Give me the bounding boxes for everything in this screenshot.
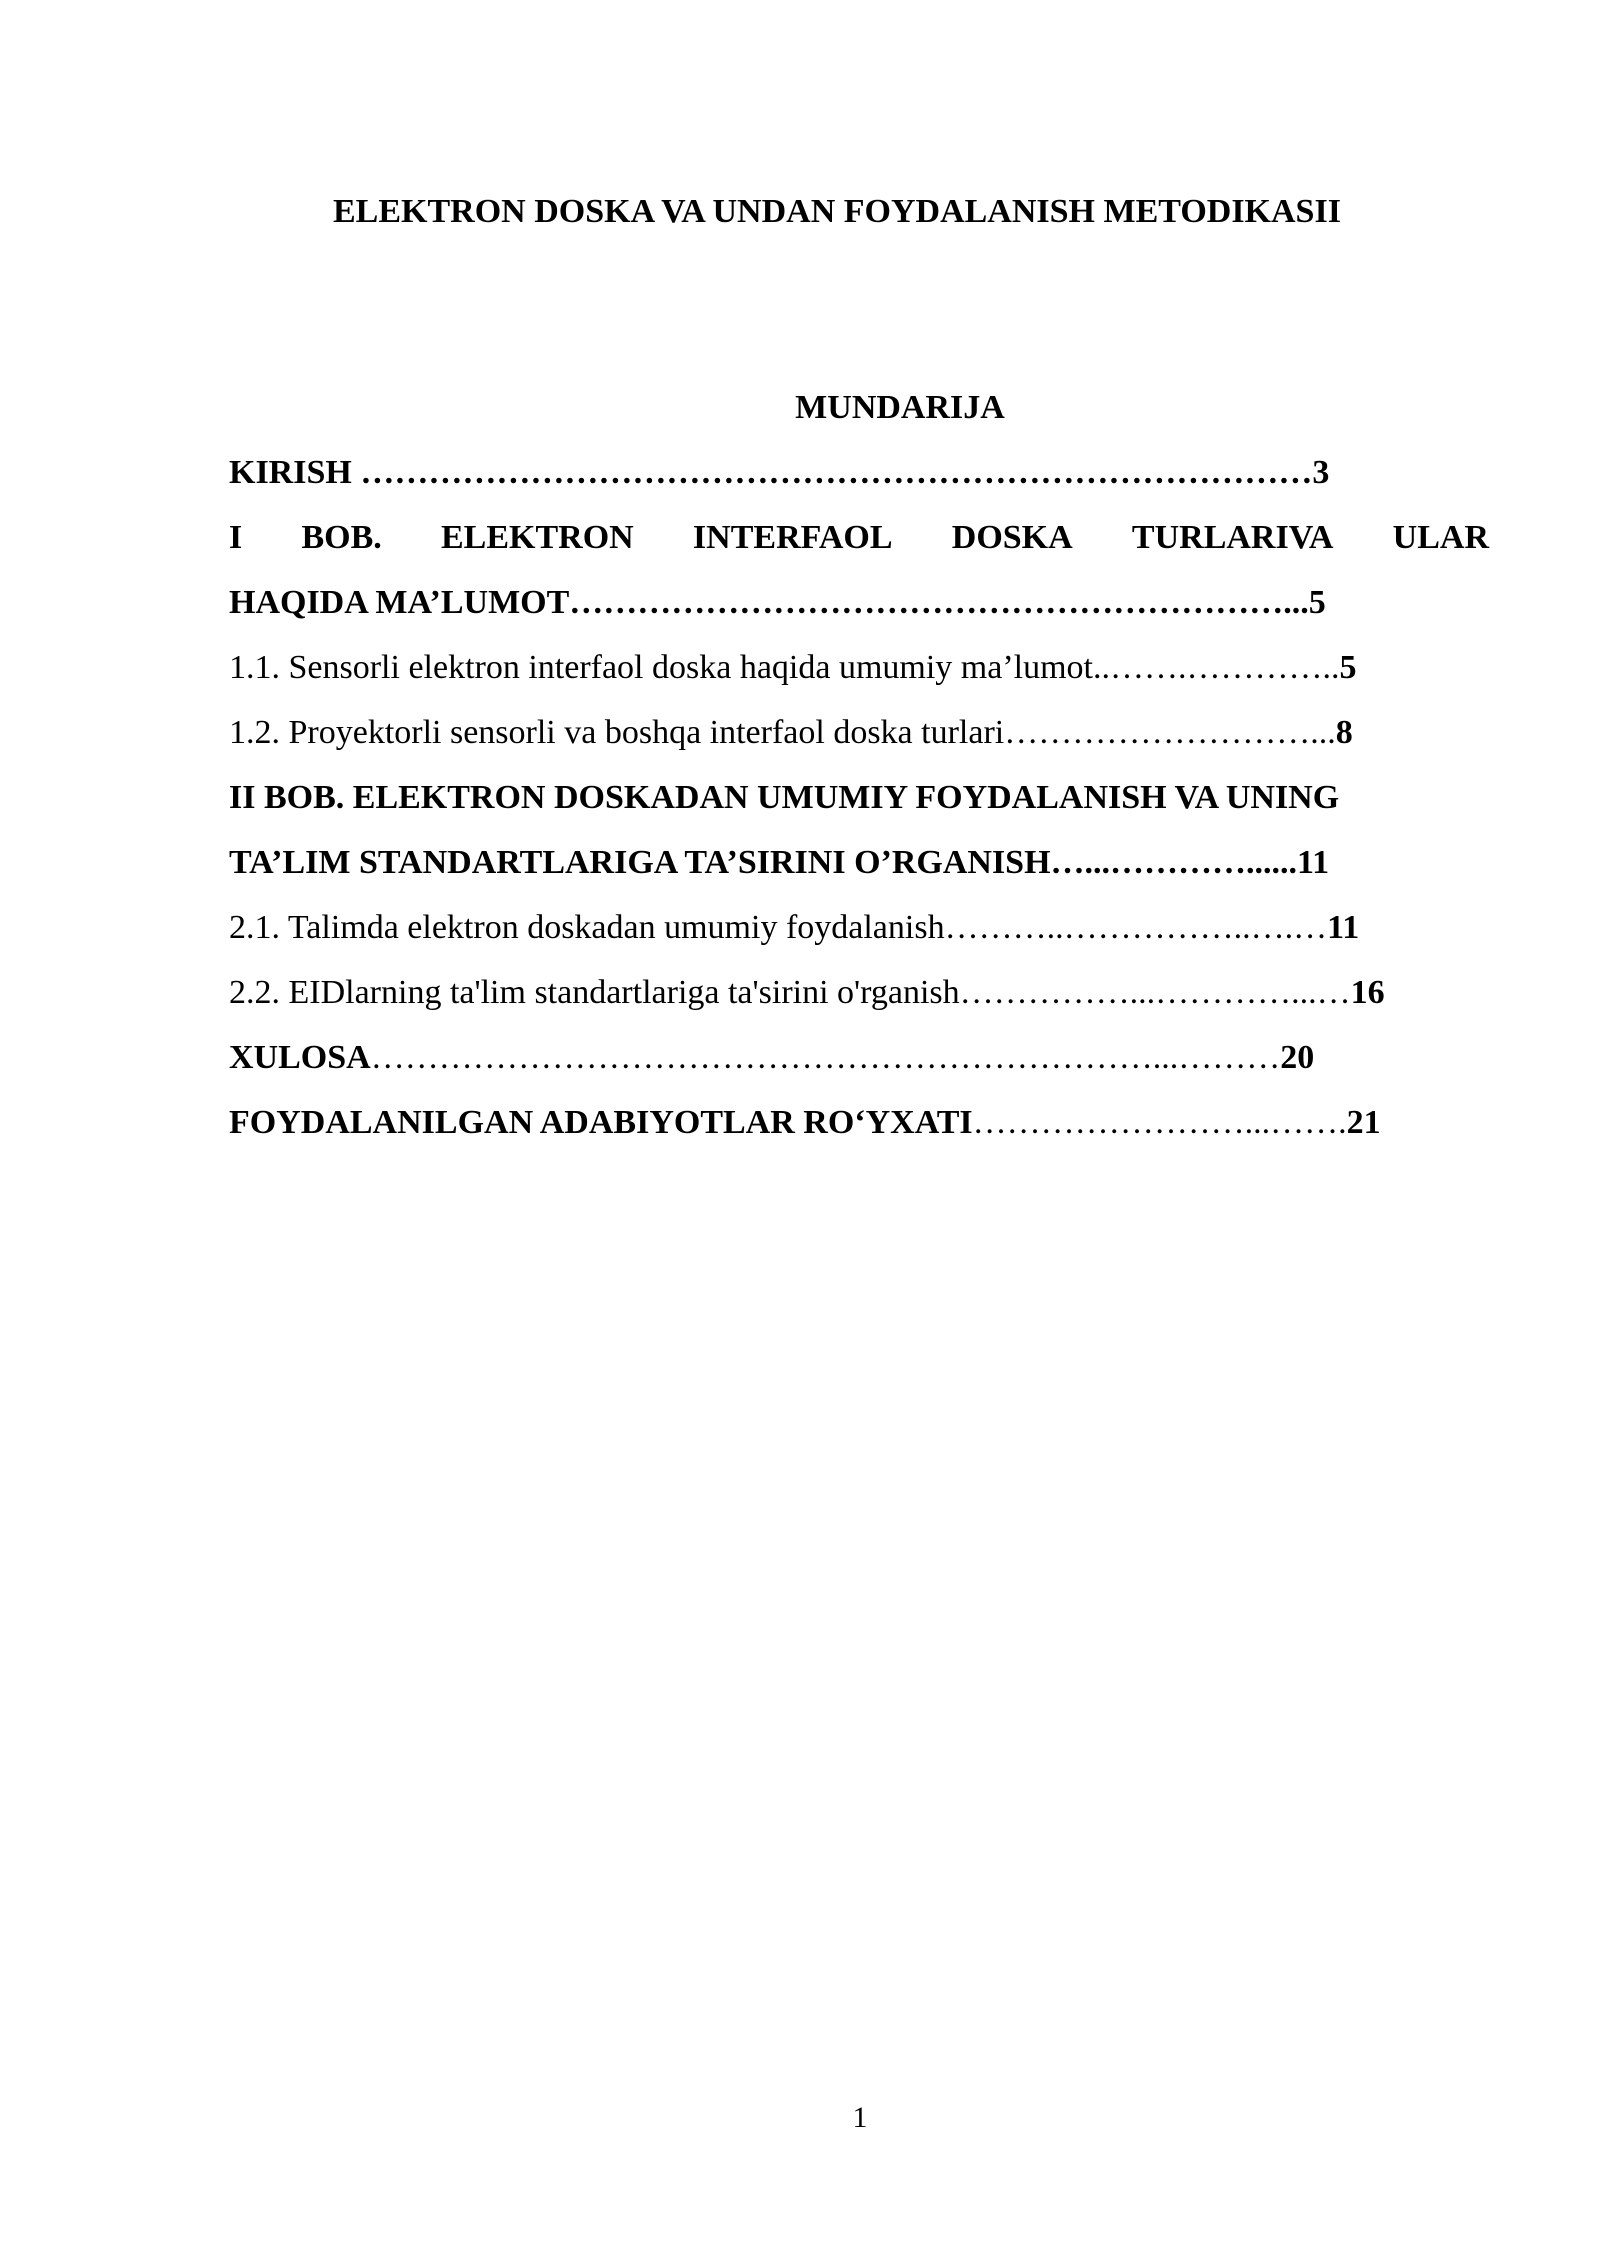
toc-word: INTERFAOL <box>692 519 893 556</box>
toc-entry-label: II BOB. ELEKTRON DOSKADAN UMUMIY FOYDALANISH VA UNING <box>229 779 1340 816</box>
toc-entry-label: XULOSA <box>229 1039 371 1076</box>
toc-word: TURLARIVA <box>1131 519 1334 556</box>
toc-entry-chapter-1 <box>229 518 1489 558</box>
toc-page-number: 21 <box>1346 1104 1381 1141</box>
toc-leader-dots: ……………………………………………………………...……… <box>370 1039 1281 1076</box>
toc-entry-label: 2.1. Talimda elektron doskadan umumiy foydalanish………..……………..….… <box>229 909 1328 946</box>
toc-entry-kirish <box>229 453 1329 493</box>
toc-word: ELEKTRON <box>440 519 634 556</box>
toc-word: ULAR <box>1392 519 1489 556</box>
toc-entry-label: 1.1. Sensorli elektron interfaol doska haqida umumiy ma’lumot..…….………….. <box>229 649 1340 686</box>
toc-entry-label: FOYDALANILGAN ADABIYOTLAR RO‘YXATI <box>229 1104 973 1141</box>
toc-word: BOB. <box>301 519 382 556</box>
toc-entry-chapter-2 <box>229 778 1339 818</box>
toc-entry-label: TA’LIM STANDARTLARIGA TA’SIRINI O’RGANISH…...…………......11 <box>229 844 1330 881</box>
toc-entry-label: KIRISH …………………………………………………………………………3 <box>229 454 1330 491</box>
document-title: ELEKTRON DOSKA VA UNDAN FOYDALANISH METODIKASII <box>333 193 1341 230</box>
toc-entry-label: HAQIDA MA’LUMOT………………………………………………………...5 <box>229 584 1326 621</box>
toc-page-number: 20 <box>1280 1039 1315 1076</box>
toc-entry-1-1 <box>229 648 1357 688</box>
toc-entry-2-2 <box>229 973 1385 1013</box>
toc-word: DOSKA <box>951 519 1073 556</box>
toc-word: I <box>229 519 243 556</box>
toc-page-number: 8 <box>1335 714 1353 751</box>
toc-page-number: 5 <box>1339 649 1357 686</box>
toc-entry-adabiyotlar <box>229 1103 1381 1143</box>
toc-entry-1-2 <box>229 713 1353 753</box>
toc-entry-label: 1.2. Proyektorli sensorli va boshqa interfaol doska turlari………………………... <box>229 714 1336 751</box>
toc-page-number: 11 <box>1327 909 1360 946</box>
toc-entry-2-1 <box>229 908 1359 948</box>
toc-entry-label: 2.2. EIDlarning ta'lim standartlariga ta'sirini o'rganish……………...…………...… <box>229 974 1351 1011</box>
toc-entry-chapter-1-cont <box>229 583 1326 623</box>
toc-page-number: 16 <box>1350 974 1385 1011</box>
toc-leader-dots: ……………………...……. <box>972 1104 1347 1141</box>
toc-heading: MUNDARIJA <box>795 389 1005 426</box>
page-number: 1 <box>852 2101 868 2134</box>
toc-entry-xulosa <box>229 1038 1314 1078</box>
toc-entry-chapter-2-cont <box>229 843 1329 883</box>
